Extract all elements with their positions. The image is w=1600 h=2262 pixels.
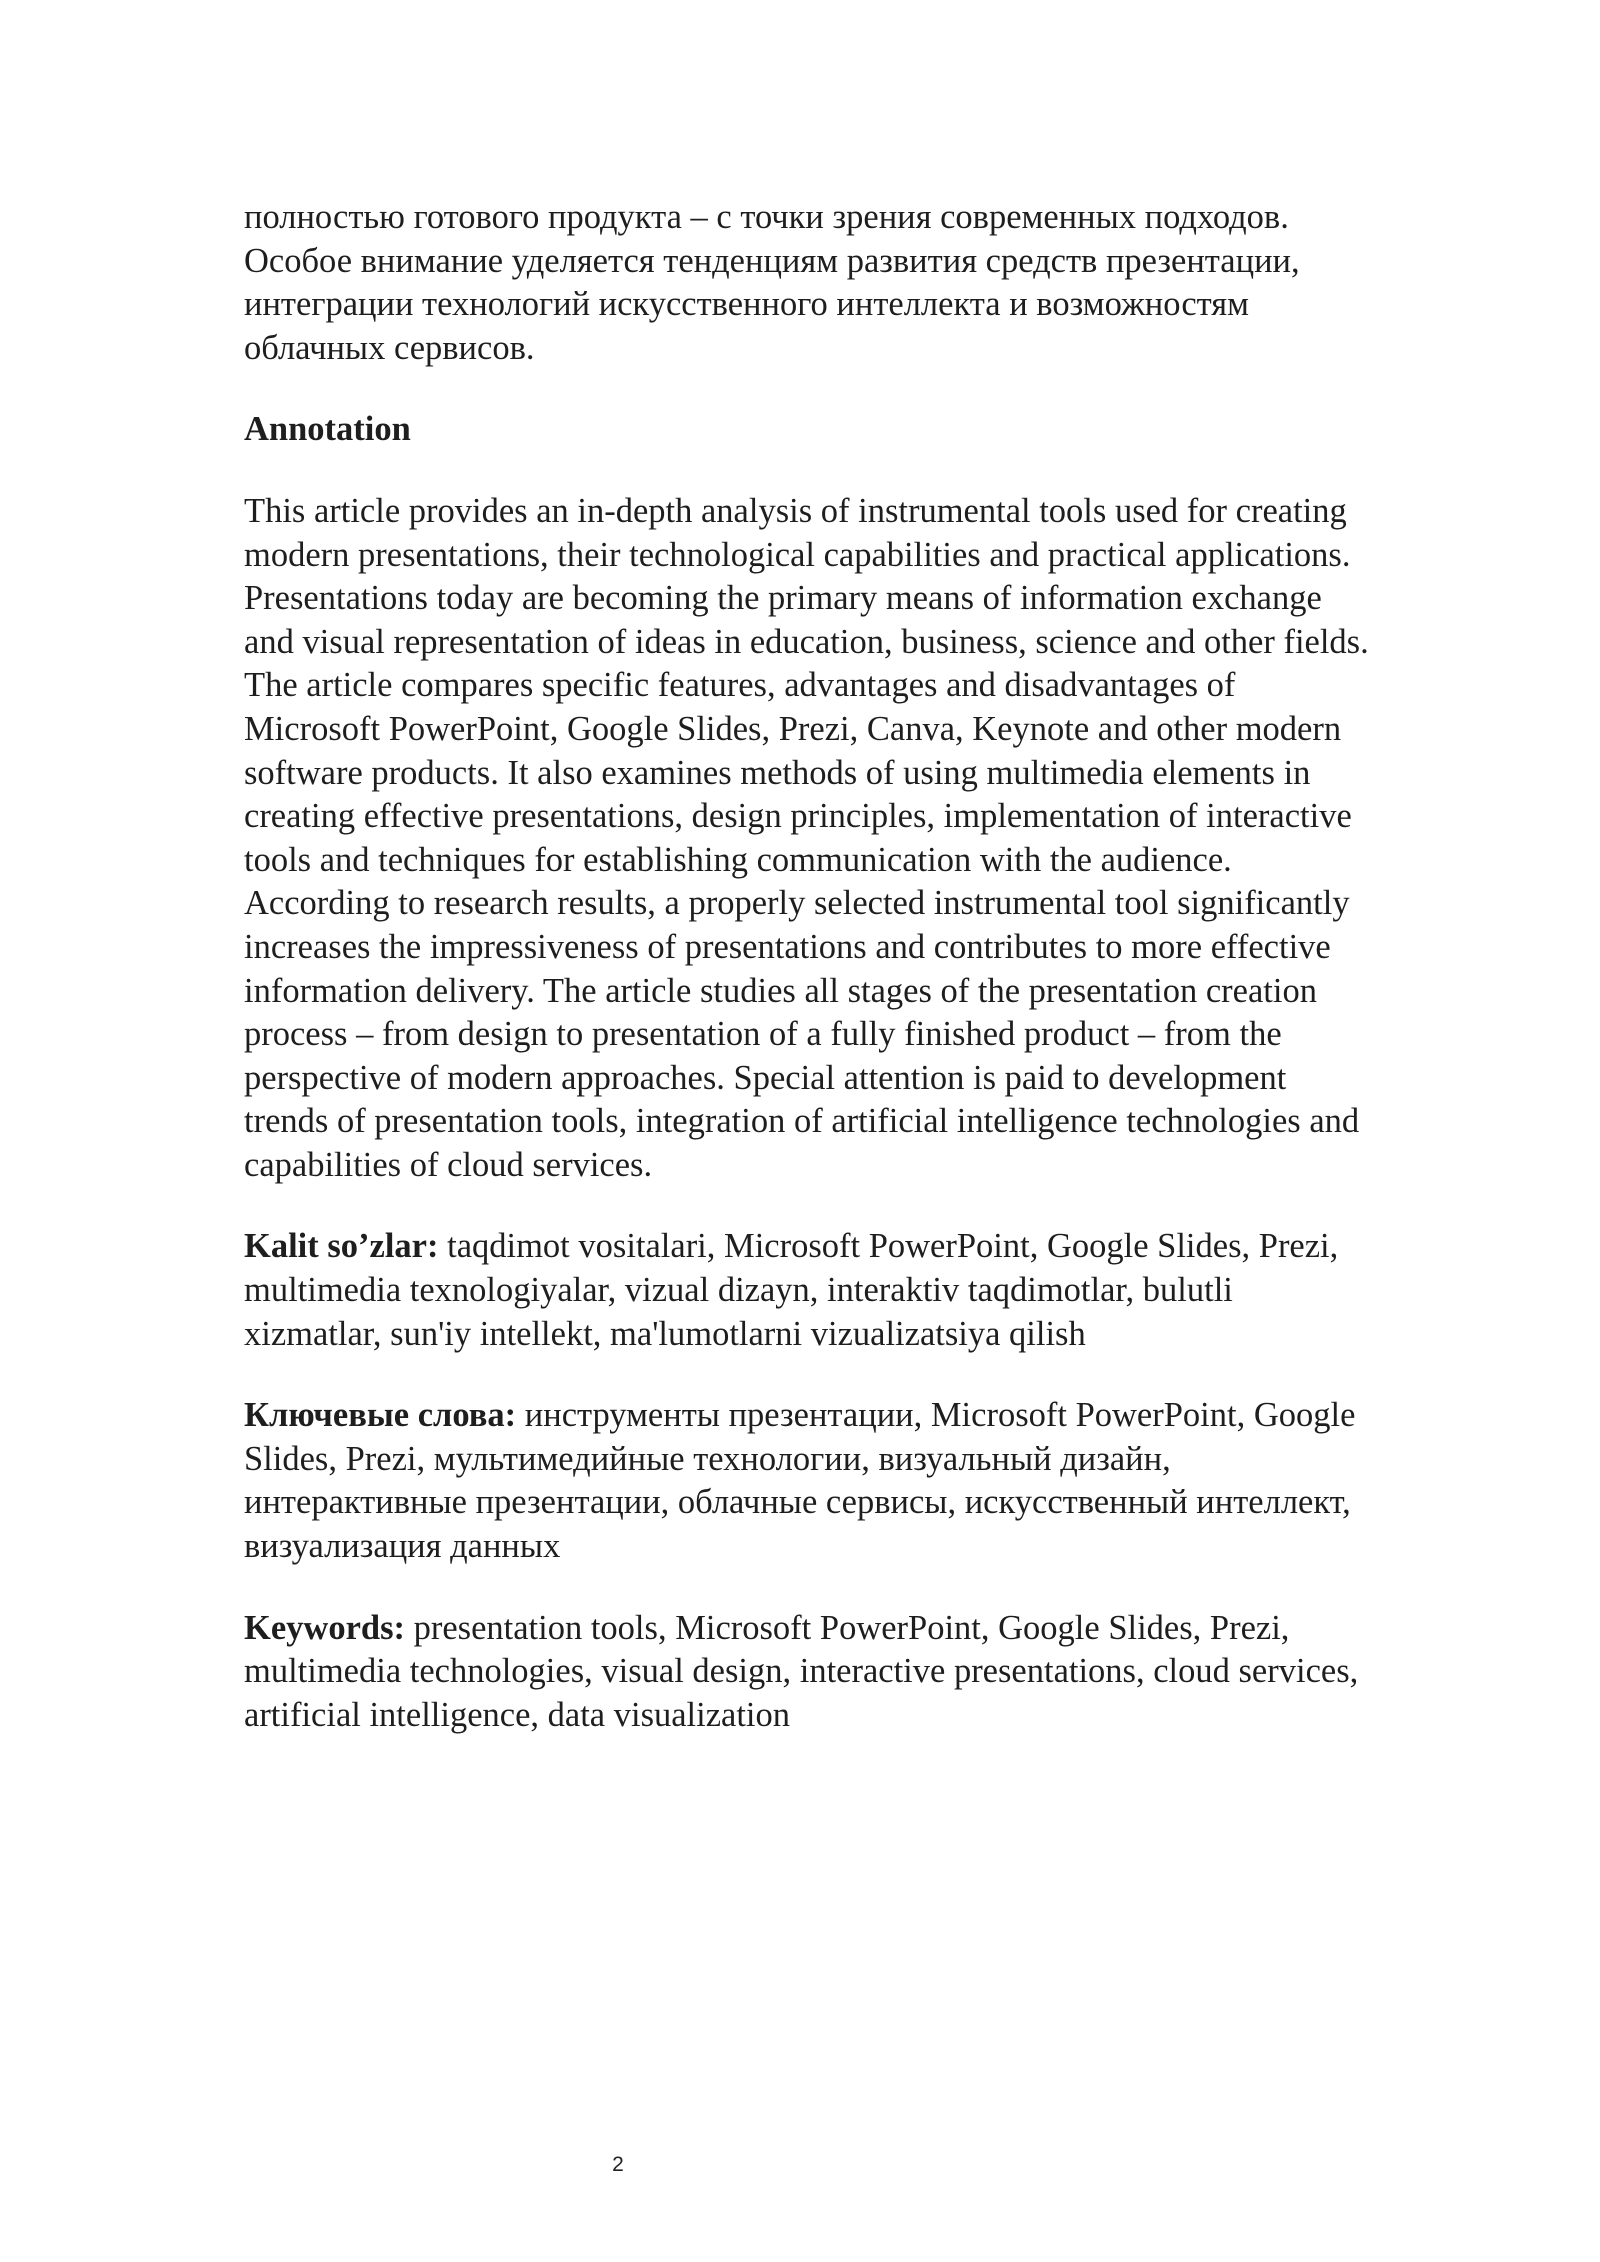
page-number: 2 bbox=[612, 2153, 624, 2176]
intro-continuation-paragraph: полностью готового продукта – с точки зрения современных подходов. Особое внимание уделяется тенденциям развития средств презентации, интеграции технологий искусственного интеллекта и возможностям облачных сервисов. bbox=[244, 198, 1300, 367]
keywords-russian-label: Ключевые слова: bbox=[244, 1396, 517, 1435]
keywords-russian bbox=[244, 1394, 1369, 1568]
keywords-uzbek-text: taqdimot vositalari, Microsoft PowerPoint, Google Slides, Prezi, multimedia texnologiyalar, vizual dizayn, interaktiv taqdimotlar, bulutli xizmatlar, sun'iy intellekt, ma'lumotlarni vizualizatsiya qilish bbox=[244, 1227, 1339, 1353]
page-content bbox=[244, 196, 1369, 1775]
keywords-english bbox=[244, 1607, 1369, 1738]
annotation-heading: Annotation bbox=[244, 410, 411, 449]
keywords-uzbek bbox=[244, 1225, 1369, 1356]
annotation-text: This article provides an in-depth analysis of instrumental tools used for creating modern presentations, their technological capabilities and practical applications. Presentations today are becoming the primary means of information exchange and visual representation of ideas in education, business, science and other fields. The article compares specific features, advantages and disadvantages of Microsoft PowerPoint, Google Slides, Prezi, Canva, Keynote and other modern software products. It also examines methods of using multimedia elements in creating effective presentations, design principles, implementation of interactive tools and techniques for establishing communication with the audience. According to research results, a properly selected instrumental tool significantly increases the impressiveness of presentations and contributes to more effective information delivery. The article studies all stages of the presentation creation process – from design to presentation of a fully finished product – from the perspective of modern approaches. Special attention is paid to development trends of presentation tools, integration of artificial intelligence technologies and capabilities of cloud services. bbox=[244, 491, 1369, 1184]
keywords-uzbek-label: Kalit so’zlar: bbox=[244, 1227, 439, 1266]
keywords-russian-text: инструменты презентации, Microsoft PowerPoint, Google Slides, Prezi, мультимедийные технологии, визуальный дизайн, интерактивные презентации, облачные сервисы, искусственный интеллект, визуализация данных bbox=[244, 1396, 1356, 1566]
keywords-english-text: presentation tools, Microsoft PowerPoint, Google Slides, Prezi, multimedia technologies, visual design, interactive presentations, cloud services, artificial intelligence, data visualization bbox=[244, 1608, 1359, 1734]
keywords-english-label: Keywords: bbox=[244, 1608, 405, 1647]
